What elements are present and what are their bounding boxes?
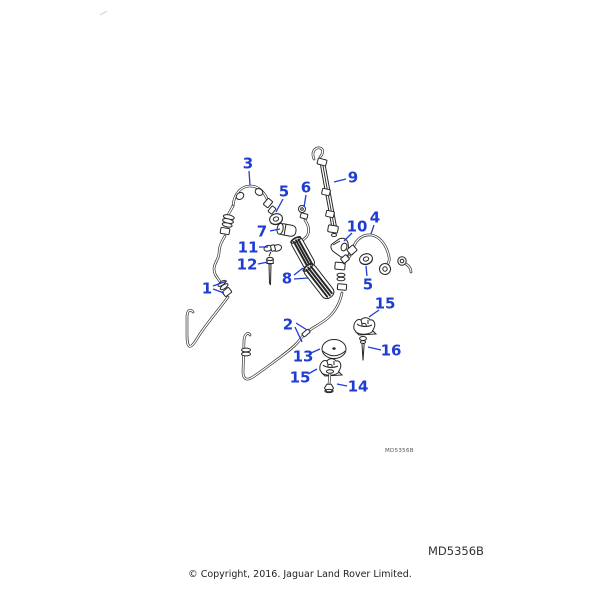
part-7-bushing <box>276 223 297 237</box>
part-16-pin <box>360 337 367 361</box>
part-15-clip-upper <box>354 318 376 335</box>
leader-line-5 <box>276 199 283 212</box>
callout-9[interactable]: 9 <box>347 168 359 187</box>
leader-line-8 <box>294 268 303 275</box>
part-3-hose <box>220 186 276 235</box>
leader-line-16 <box>368 347 381 350</box>
copyright-text: © Copyright, 2016. Jaguar Land Rover Limited. <box>188 569 412 580</box>
part-8-hose-covers <box>289 235 336 301</box>
leader-line-8 <box>294 278 308 279</box>
callout-layer <box>202 154 402 395</box>
leader-line-14 <box>337 384 347 386</box>
part-11-clip <box>263 242 283 257</box>
callout-2[interactable]: 2 <box>282 315 294 334</box>
callout-7[interactable]: 7 <box>256 222 268 241</box>
callout-1[interactable]: 1 <box>201 279 213 298</box>
callout-6[interactable]: 6 <box>300 178 312 197</box>
callout-4[interactable]: 4 <box>369 208 381 227</box>
callout-8[interactable]: 8 <box>281 269 293 288</box>
drawing-code: MD5356B <box>428 544 484 558</box>
leader-line-3 <box>249 171 250 185</box>
callout-13[interactable]: 13 <box>292 347 314 366</box>
part-9-hose <box>313 148 339 237</box>
leader-line-6 <box>304 195 306 207</box>
registration-tick <box>100 11 107 15</box>
callout-5[interactable]: 5 <box>362 275 374 294</box>
callout-15[interactable]: 15 <box>374 294 396 313</box>
part-13-washer <box>322 340 346 359</box>
callout-14[interactable]: 14 <box>347 377 369 396</box>
callout-3[interactable]: 3 <box>242 154 254 173</box>
callout-11[interactable]: 11 <box>237 238 259 257</box>
callout-12[interactable]: 12 <box>236 255 258 274</box>
drawing-code-inline: MD5356B <box>385 448 414 454</box>
part-5-grommet-right <box>358 252 373 266</box>
leader-line-4 <box>371 225 374 234</box>
leader-line-9 <box>334 179 346 182</box>
pipe-union-stack <box>335 262 347 290</box>
part-4-hose <box>340 235 411 275</box>
leader-line-2 <box>296 323 307 330</box>
callout-15[interactable]: 15 <box>289 368 311 387</box>
part-10-elbow <box>331 238 349 257</box>
callout-16[interactable]: 16 <box>380 341 402 360</box>
callout-5[interactable]: 5 <box>278 182 290 201</box>
callout-10[interactable]: 10 <box>346 217 368 236</box>
